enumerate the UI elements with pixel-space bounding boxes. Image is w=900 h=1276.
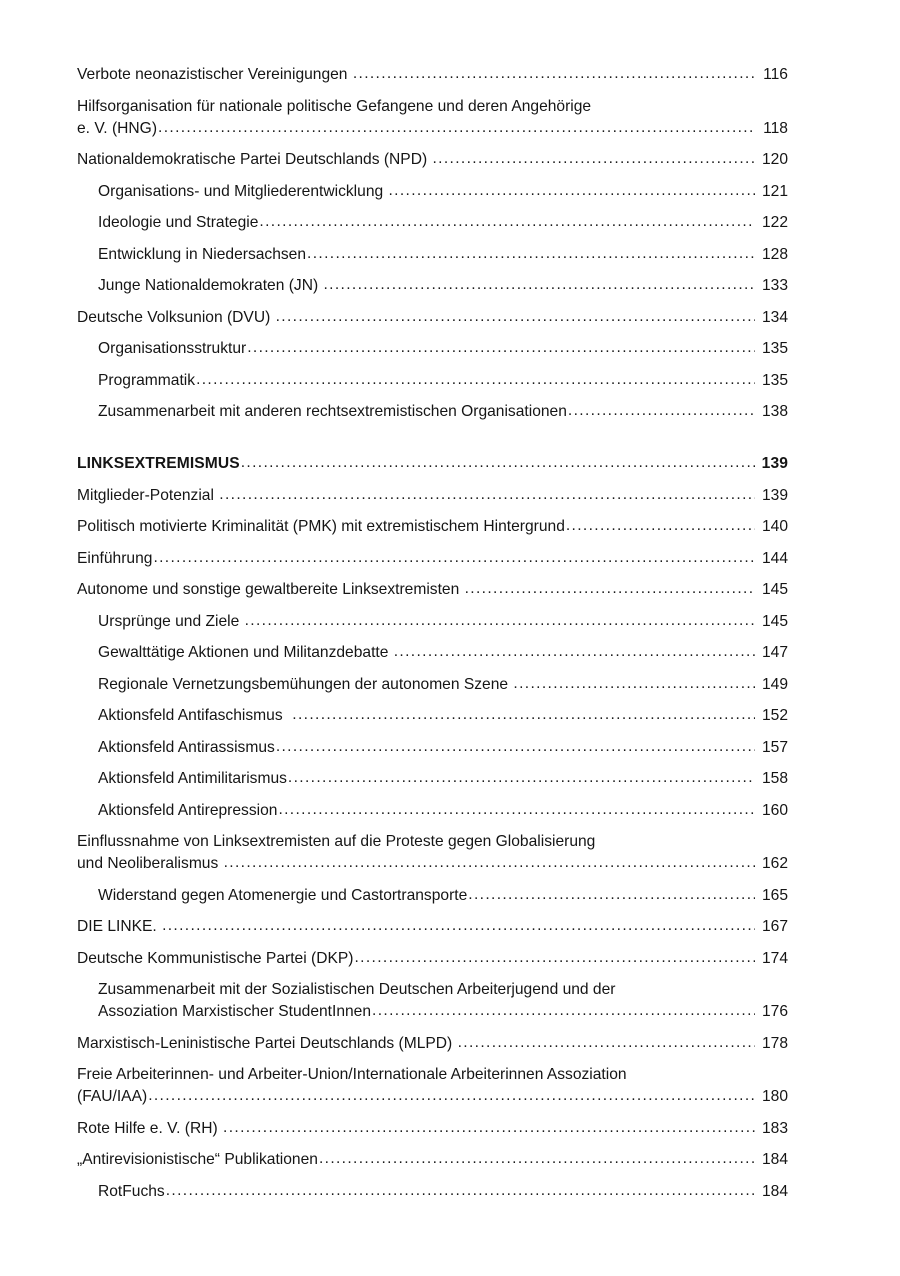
dot-leader (259, 211, 755, 233)
toc-entry[interactable] (77, 1149, 788, 1171)
toc-entry-label: Nationaldemokratische Partei Deutschlands (NPD) (77, 151, 432, 168)
toc-entry[interactable] (77, 831, 788, 875)
toc-entry[interactable] (77, 485, 788, 507)
toc-page-number: 157 (761, 738, 788, 756)
dot-leader (468, 884, 755, 906)
toc-entry[interactable] (77, 579, 788, 601)
toc-page-number: 135 (761, 371, 788, 389)
toc-entry-label: LINKSEXTREMISMUS (77, 455, 240, 472)
toc-entry[interactable] (77, 244, 788, 266)
toc-entry-row (98, 885, 788, 907)
toc-entry-label: RotFuchs (98, 1182, 165, 1200)
toc-entry-label: Aktionsfeld Antirepression (98, 801, 278, 819)
toc-entry[interactable] (77, 275, 788, 297)
toc-entry-row (98, 338, 788, 360)
toc-page-number: 135 (761, 340, 788, 357)
toc-page-number: 184 (761, 1182, 788, 1200)
toc-entry-row (98, 181, 788, 203)
toc-entry-row (77, 853, 788, 875)
toc-entry-row (98, 275, 788, 297)
toc-entry-label: Einführung (77, 549, 153, 567)
dot-leader (354, 947, 755, 969)
toc-entry-label: (FAU/IAA) (77, 1088, 148, 1105)
dot-leader (148, 1085, 755, 1107)
toc-entry-row (98, 370, 788, 392)
toc-entry-label: Assoziation Marxistischer StudentInnen (98, 1003, 372, 1020)
dot-leader (353, 63, 755, 85)
toc-entry-label: Verbote neonazistischer Vereinigungen (77, 66, 352, 83)
toc-page-number: 140 (761, 518, 788, 535)
toc-entry-row (98, 212, 788, 234)
dot-leader (224, 852, 755, 874)
toc-page-number: 144 (761, 549, 788, 567)
toc-entry-row (77, 149, 788, 171)
toc-page-number: 178 (761, 1034, 788, 1052)
dot-leader (292, 704, 755, 726)
dot-leader (196, 369, 755, 391)
toc-page-number: 122 (761, 214, 788, 231)
toc-page-number: 145 (761, 581, 788, 598)
toc-page-number: 158 (761, 770, 788, 787)
dot-leader (513, 673, 755, 695)
toc-entry[interactable] (77, 370, 788, 392)
toc-page-number: 176 (761, 1003, 788, 1020)
toc-entry-row (98, 642, 788, 664)
toc-entry[interactable] (77, 885, 788, 907)
toc-entry-label: Ideologie und Strategie (98, 214, 259, 231)
dot-leader (324, 274, 756, 296)
toc-entry[interactable] (77, 307, 788, 329)
toc-entry-label: Zusammenarbeit mit anderen rechtsextremistischen Organisationen (98, 403, 567, 420)
toc-entry-row (98, 674, 788, 696)
toc-entry-row (77, 307, 788, 329)
toc-page-number: 152 (761, 707, 788, 724)
dot-leader (247, 337, 755, 359)
toc-entry-label: Junge Nationaldemokraten (JN) (98, 277, 323, 294)
toc-entry-label: Ursprünge und Ziele (98, 612, 244, 630)
toc-entry-label: Organisationsstruktur (98, 340, 247, 357)
toc-entry-row (77, 548, 788, 570)
toc-entry-label-line1: Einflussnahme von Linksextremisten auf die Proteste gegen Globalisierung (77, 833, 596, 850)
toc-entry-label: und Neoliberalismus (77, 855, 223, 872)
dot-leader (276, 306, 755, 328)
toc-entry-label: Aktionsfeld Antifaschismus (98, 707, 292, 724)
toc-entry-label: DIE LINKE. (77, 918, 162, 935)
dot-leader (219, 484, 755, 506)
toc-entry-label-line1: Freie Arbeiterinnen- und Arbeiter-Union/Internationale Arbeiterinnen Assoziation (77, 1066, 627, 1083)
toc-list (77, 64, 788, 1203)
dot-leader (288, 767, 755, 789)
dot-leader (223, 1117, 755, 1139)
dot-leader (566, 515, 755, 537)
toc-entry-row (77, 1118, 788, 1140)
toc-page-number: 139 (761, 455, 788, 472)
toc-page-number: 147 (761, 644, 788, 661)
toc-page-number: 120 (761, 151, 788, 168)
toc-entry[interactable] (77, 674, 788, 696)
toc-entry-label: Deutsche Kommunistische Partei (DKP) (77, 949, 354, 967)
toc-entry-label: „Antirevisionistische“ Publikationen (77, 1151, 318, 1168)
toc-page-number: 121 (761, 182, 788, 200)
toc-entry-label: Entwicklung in Niedersachsen (98, 245, 307, 263)
toc-entry-label: Mitglieder-Potenzial (77, 486, 219, 504)
toc-entry-label: Programmatik (98, 371, 196, 389)
dot-leader (307, 243, 755, 265)
toc-page-number: 184 (761, 1151, 788, 1168)
toc-page-number: 138 (761, 403, 788, 420)
dot-leader (568, 400, 755, 422)
toc-entry-row (98, 737, 788, 759)
toc-entry-label-line1: Zusammenarbeit mit der Sozialistischen Deutschen Arbeiterjugend und der (98, 981, 616, 998)
toc-entry[interactable] (77, 548, 788, 570)
toc-entry[interactable] (77, 64, 788, 86)
toc-entry[interactable] (77, 212, 788, 234)
toc-page-number: 160 (761, 801, 788, 819)
toc-entry-label: Politisch motivierte Kriminalität (PMK) mit extremistischem Hintergrund (77, 518, 565, 535)
dot-leader (153, 547, 755, 569)
toc-entry[interactable] (77, 642, 788, 664)
dot-leader (276, 736, 755, 758)
toc-entry-label: Rote Hilfe e. V. (RH) (77, 1119, 223, 1137)
dot-leader (432, 148, 755, 170)
toc-entry[interactable] (77, 948, 788, 970)
toc-entry-label: Gewalttätige Aktionen und Militanzdebatte (98, 644, 393, 661)
toc-page-number: 145 (761, 612, 788, 630)
toc-page-number: 149 (761, 675, 788, 693)
toc-entry-row (77, 64, 788, 86)
toc-entry-row (77, 916, 788, 938)
toc-entry-label: Deutsche Volksunion (DVU) (77, 308, 275, 326)
toc-page-number: 183 (761, 1119, 788, 1137)
dot-leader (158, 117, 755, 139)
toc-entry-label: Regionale Vernetzungsbemühungen der autonomen Szene (98, 675, 513, 693)
toc-page-number: 139 (761, 486, 788, 504)
toc-entry-row (77, 1033, 788, 1055)
toc-page-number: 133 (761, 277, 788, 294)
toc-entry-label: Marxistisch-Leninistische Partei Deutschlands (MLPD) (77, 1034, 457, 1052)
dot-leader (372, 1000, 755, 1022)
toc-entry-row (77, 579, 788, 601)
toc-page-number: 162 (761, 855, 788, 872)
dot-leader (389, 180, 756, 202)
toc-entry[interactable] (77, 916, 788, 938)
toc-entry[interactable] (77, 768, 788, 790)
toc-page-number: 165 (761, 886, 788, 904)
toc-page-number: 118 (763, 119, 788, 137)
dot-leader (458, 1032, 755, 1054)
toc-entry[interactable] (77, 611, 788, 633)
toc-entry[interactable] (77, 401, 788, 423)
toc-entry-row (98, 244, 788, 266)
toc-entry[interactable] (77, 979, 788, 1023)
toc-section-heading[interactable] (77, 453, 788, 475)
toc-entry-row (77, 1086, 788, 1108)
toc-entry[interactable] (77, 1064, 788, 1108)
toc-page-number: 116 (763, 66, 788, 83)
toc-entry-row (98, 611, 788, 633)
toc-entry-row (77, 516, 788, 538)
toc-entry[interactable] (77, 1181, 788, 1203)
dot-leader (245, 610, 755, 632)
toc-entry-row (98, 768, 788, 790)
toc-entry[interactable] (77, 737, 788, 759)
toc-entry-row (77, 485, 788, 507)
dot-leader (162, 915, 755, 937)
toc-entry-label: Autonome und sonstige gewaltbereite Linksextremisten (77, 581, 464, 598)
toc-entry-row (77, 1149, 788, 1171)
dot-leader (278, 799, 755, 821)
toc-entry-label: Widerstand gegen Atomenergie und Castortransporte (98, 886, 468, 904)
toc-page-number: 167 (761, 918, 788, 935)
toc-entry[interactable] (77, 181, 788, 203)
toc-entry-row (77, 948, 788, 970)
dot-leader (394, 641, 755, 663)
toc-entry[interactable] (77, 516, 788, 538)
dot-leader (465, 578, 755, 600)
toc-entry-label: Aktionsfeld Antirassismus (98, 738, 275, 756)
toc-entry-row (98, 1001, 788, 1023)
toc-entry-label: Aktionsfeld Antimilitarismus (98, 770, 287, 787)
toc-entry-row (77, 453, 788, 475)
toc-entry[interactable] (77, 338, 788, 360)
toc-entry[interactable] (77, 1033, 788, 1055)
toc-entry-row (77, 118, 788, 140)
dot-leader (319, 1148, 755, 1170)
dot-leader (241, 452, 755, 474)
toc-page-number: 134 (761, 308, 788, 326)
toc-page-number: 180 (761, 1088, 788, 1105)
toc-entry-row (98, 800, 788, 822)
toc-entry[interactable] (77, 800, 788, 822)
toc-entry[interactable] (77, 149, 788, 171)
toc-page-number: 174 (761, 949, 788, 967)
toc-entry[interactable] (77, 705, 788, 727)
toc-entry-label-line1: Hilfsorganisation für nationale politische Gefangene und deren Angehörige (77, 97, 592, 115)
toc-entry-row (98, 401, 788, 423)
toc-entry-row (98, 705, 788, 727)
toc-page-number: 128 (761, 245, 788, 263)
toc-entry[interactable] (77, 1118, 788, 1140)
toc-entry-label: e. V. (HNG) (77, 119, 158, 137)
toc-entry[interactable] (77, 96, 788, 140)
toc-entry-label: Organisations- und Mitgliederentwicklung (98, 182, 388, 200)
dot-leader (166, 1180, 755, 1202)
toc-entry-row (98, 1181, 788, 1203)
